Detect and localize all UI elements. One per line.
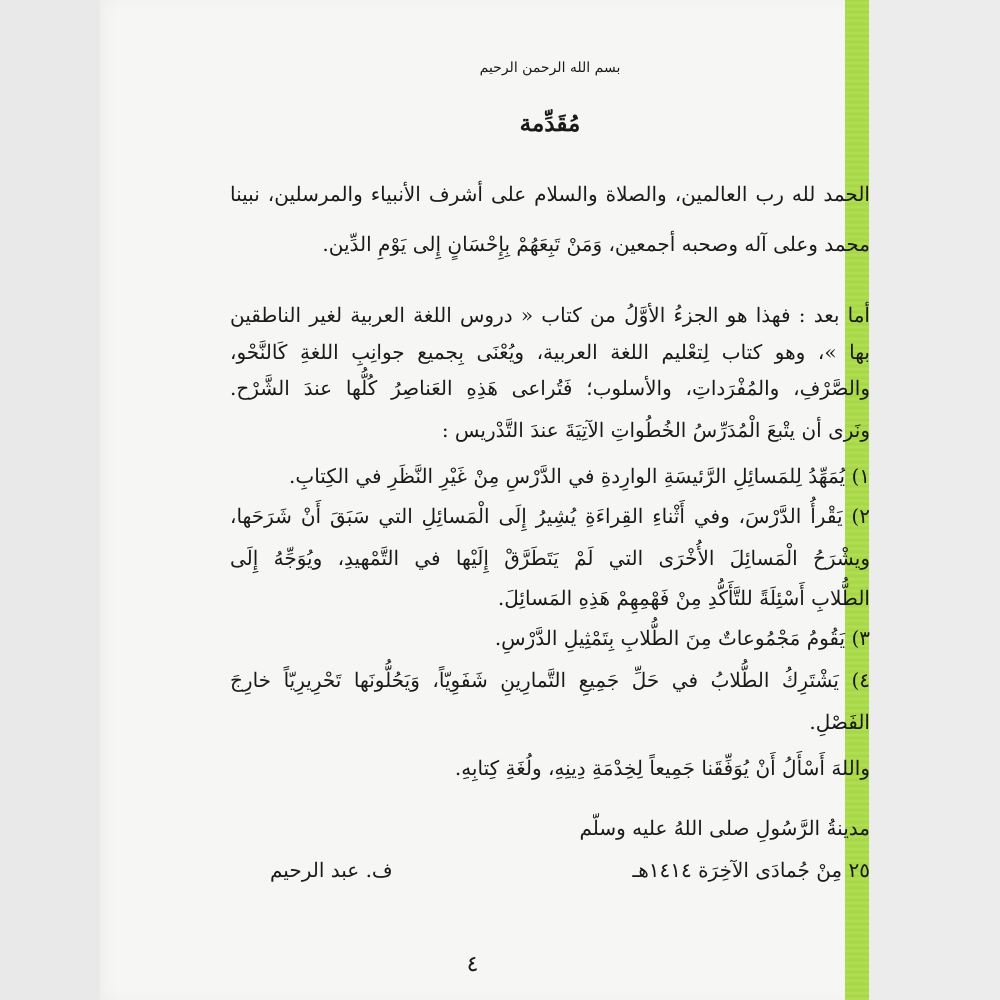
book-page (100, 0, 845, 1000)
paragraph-line: ونَرى أن يتْبعَ الْمُدَرِّسُ الخُطُواتِ الآتِيَةَ عندَ التَّدْريس : (441, 418, 870, 442)
signature-date: ٢٥ مِنْ جُمادَى الآخِرَة ١٤١٤هـ (632, 858, 870, 882)
page-title: مُقَدِّمة (519, 110, 581, 137)
basmala: بسم الله الرحمن الرحيم (479, 60, 621, 76)
background-margin (869, 0, 1000, 1000)
signature-author: ف. عبد الرحيم (270, 858, 393, 882)
step-line: ٢) يَقْرأُ الدَّرْسَ، وفي أَثْناءِ القِراءَةِ يُشِيرُ إِلَى الْمَسائِلِ التي سَبَقَ أَنْ شَرَحَها، (230, 504, 870, 528)
step-line: الفَصْلِ. (809, 710, 870, 734)
step-line: ٤) يَشْتَرِكُ الطُّلابُ في حَلِّ جَمِيعِ التَّمارِينِ شَفَوِيّاً، وَيَحُلُّونَها تَحْرِيرِيّاً خارِجَ (230, 668, 870, 692)
book-spine-stripe (845, 0, 869, 1000)
step-line: ١) يُمَهِّدُ لِلمَسائِلِ الرَّئيسَةِ الوارِدةِ في الدَّرْسِ مِنْ غَيْرِ النَّظَرِ في الكِتابِ. (289, 464, 870, 488)
page-number: ٤ (466, 952, 479, 977)
paragraph-line: والصَّرْفِ، والمُفْرَداتِ، والأسلوب؛ فَتُراعى هَذِهِ العَناصِرُ كُلُّها عندَ الشَّرْح. (230, 376, 870, 400)
step-line: الطُّلابِ أَسْئِلَةً للتَّأَكُّدِ مِنْ فَهْمِهِمْ هَذِهِ المَسائِلَ. (497, 586, 870, 610)
paragraph-line: محمد وعلى آله وصحبه أجمعين، وَمَنْ تَبِعَهُمْ بِإِحْسَانٍ إِلى يَوْمِ الدِّين. (322, 232, 870, 256)
closing-line: واللهَ أَسْأَلُ أَنْ يُوَفِّقَنا جَمِيعاً لِخِدْمَةِ دِينِهِ، ولُغَةِ كِتابِهِ. (454, 756, 870, 780)
paragraph-line: الحمد لله رب العالمين، والصلاة والسلام على أشرف الأنبياء والمرسلين، نبينا (230, 182, 870, 206)
step-line: ٣) يَقُومُ مَجْمُوعاتٌ مِنَ الطُّلابِ بِتَمْثِيلِ الدَّرْسِ. (494, 626, 870, 650)
step-line: ويشْرَحُ الْمَسائِلَ الأُخْرَى التي لَمْ يَتَطَرَّقْ إِلَيْها في التَّمْهيدِ، ويُوَجِّهُ إِلَى (230, 546, 870, 570)
signature-place: مدينةُ الرَّسُولِ صلى اللهُ عليه وسلّم (579, 816, 870, 840)
paragraph-line: أما بعد : فهذا هو الجزءُ الأوَّلُ من كتاب « دروس اللغة العربية لغير الناطقين (230, 303, 870, 327)
paragraph-line: بها »، وهو كتاب لِتعْليم اللغة العربية، ويُعْنَى بِجميع جوانِبِ اللغةِ كَالنَّحْو، (230, 340, 870, 364)
